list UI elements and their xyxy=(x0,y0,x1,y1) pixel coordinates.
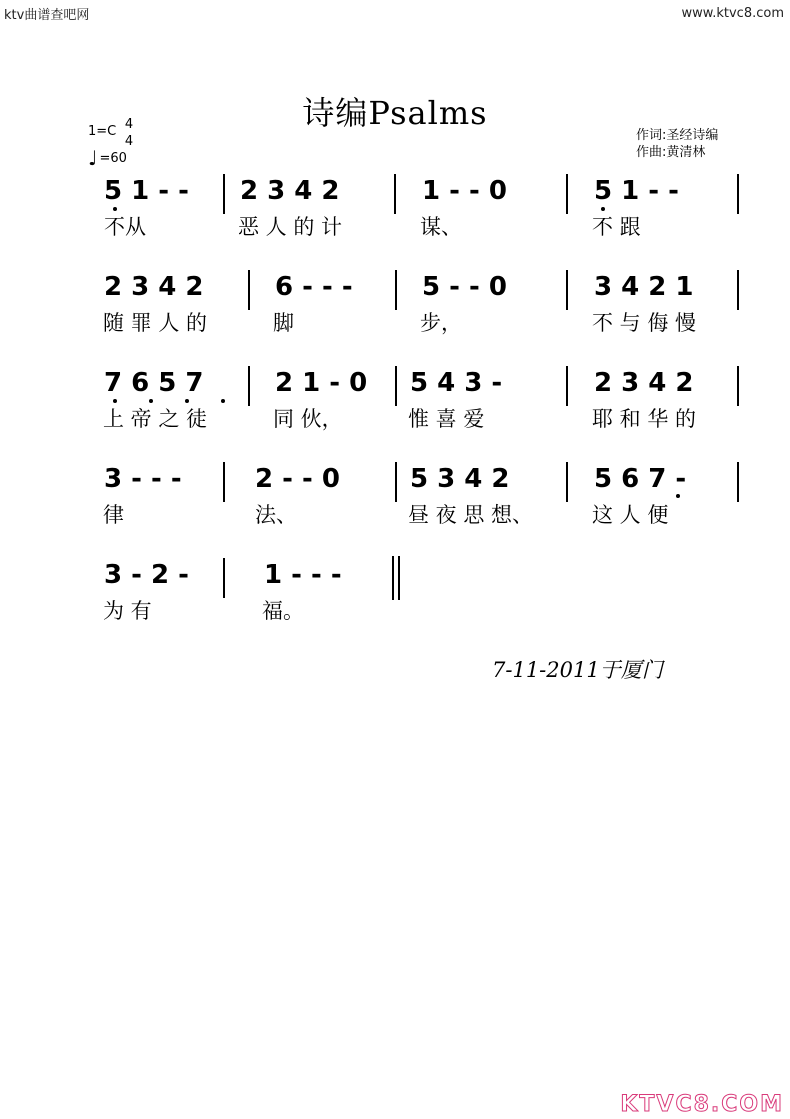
measure-notes: 5 3 4 2 xyxy=(410,464,510,494)
measure-lyrics: 耶 和 华 的 xyxy=(592,407,697,431)
low-octave-dot xyxy=(676,494,680,498)
measure-lyrics: 上 帝 之 徒 xyxy=(103,407,208,431)
measure-lyrics: 法、 xyxy=(255,503,297,527)
quarter-note-icon: ♩ xyxy=(88,146,98,170)
barline xyxy=(248,366,250,406)
low-octave-dot xyxy=(113,399,117,403)
measure-notes: 2 - - 0 xyxy=(255,464,340,494)
credits xyxy=(636,127,718,161)
composition-date: 7-11-2011于厦门 xyxy=(492,658,663,682)
barline xyxy=(737,462,739,502)
measure-notes: 2 3 4 2 xyxy=(104,272,204,302)
measure-notes: 1 - - - xyxy=(264,560,342,590)
time-signature xyxy=(122,116,136,150)
measure-notes: 3 4 2 1 xyxy=(594,272,694,302)
measure-lyrics: 福。 xyxy=(262,599,304,623)
measure-lyrics: 律 xyxy=(103,503,124,527)
low-octave-dot xyxy=(149,399,153,403)
measure-notes: 7 6 5 7 xyxy=(104,368,204,398)
measure-notes: 3 - - - xyxy=(104,464,182,494)
barline xyxy=(566,270,568,310)
measure-notes: 5 1 - - xyxy=(594,176,679,206)
measure-lyrics: 惟 喜 爱 xyxy=(408,407,485,431)
measure-notes: 2 3 4 2 xyxy=(240,176,340,206)
barline xyxy=(737,270,739,310)
barline xyxy=(394,174,396,214)
measure-lyrics: 不 与 侮 慢 xyxy=(592,311,697,335)
measure-notes: 3 - 2 - xyxy=(104,560,189,590)
measure-lyrics: 不 跟 xyxy=(592,215,641,239)
measure-lyrics: 随 罪 人 的 xyxy=(103,311,208,335)
measure-notes: 1 - - 0 xyxy=(422,176,507,206)
measure-lyrics: 这 人 便 xyxy=(592,503,669,527)
measure-lyrics: 恶 人 的 计 xyxy=(238,215,343,239)
song-title: 诗编Psalms xyxy=(302,94,488,132)
time-signature-top: 4 xyxy=(124,117,134,132)
barline xyxy=(223,462,225,502)
low-octave-dot xyxy=(185,399,189,403)
measure-lyrics: 步， xyxy=(420,311,462,335)
lyricist-credit: 作词:圣经诗编 xyxy=(636,128,719,143)
measure-notes: 6 - - - xyxy=(275,272,353,302)
final-double-barline xyxy=(392,556,400,600)
barline xyxy=(737,366,739,406)
measure-notes: 5 6 7 - xyxy=(594,464,687,494)
barline xyxy=(223,558,225,598)
barline xyxy=(223,174,225,214)
time-signature-bottom: 4 xyxy=(124,134,134,149)
measure-lyrics: 谋、 xyxy=(420,215,462,239)
barline xyxy=(395,462,397,502)
tempo-value: =60 xyxy=(99,151,127,166)
measure-notes: 5 - - 0 xyxy=(422,272,507,302)
low-octave-dot xyxy=(601,207,605,211)
measure-lyrics: 同 伙， xyxy=(273,407,343,431)
measure-lyrics: 不从 xyxy=(104,215,146,239)
site-url-right[interactable]: www.ktvc8.com xyxy=(681,6,784,21)
barline xyxy=(395,270,397,310)
low-octave-dot xyxy=(113,207,117,211)
barline xyxy=(566,174,568,214)
site-name-left[interactable]: ktv曲谱查吧网 xyxy=(4,8,90,23)
site-logo[interactable]: KTVC8.COM xyxy=(620,1092,784,1117)
measure-notes: 2 1 - 0 xyxy=(275,368,368,398)
low-octave-dot xyxy=(221,399,225,403)
measure-notes: 5 1 - - xyxy=(104,176,189,206)
measure-notes: 2 3 4 2 xyxy=(594,368,694,398)
barline xyxy=(248,270,250,310)
measure-lyrics: 昼 夜 思 想、 xyxy=(408,503,534,527)
composer-credit: 作曲:黄清林 xyxy=(636,145,706,160)
measure-lyrics: 为 有 xyxy=(103,599,152,623)
barline xyxy=(566,462,568,502)
barline xyxy=(395,366,397,406)
barline xyxy=(737,174,739,214)
measure-lyrics: 脚 xyxy=(273,311,294,335)
key-signature: 1=C xyxy=(88,124,117,139)
measure-notes: 5 4 3 - xyxy=(410,368,503,398)
barline xyxy=(566,366,568,406)
tempo-marking xyxy=(88,146,127,170)
